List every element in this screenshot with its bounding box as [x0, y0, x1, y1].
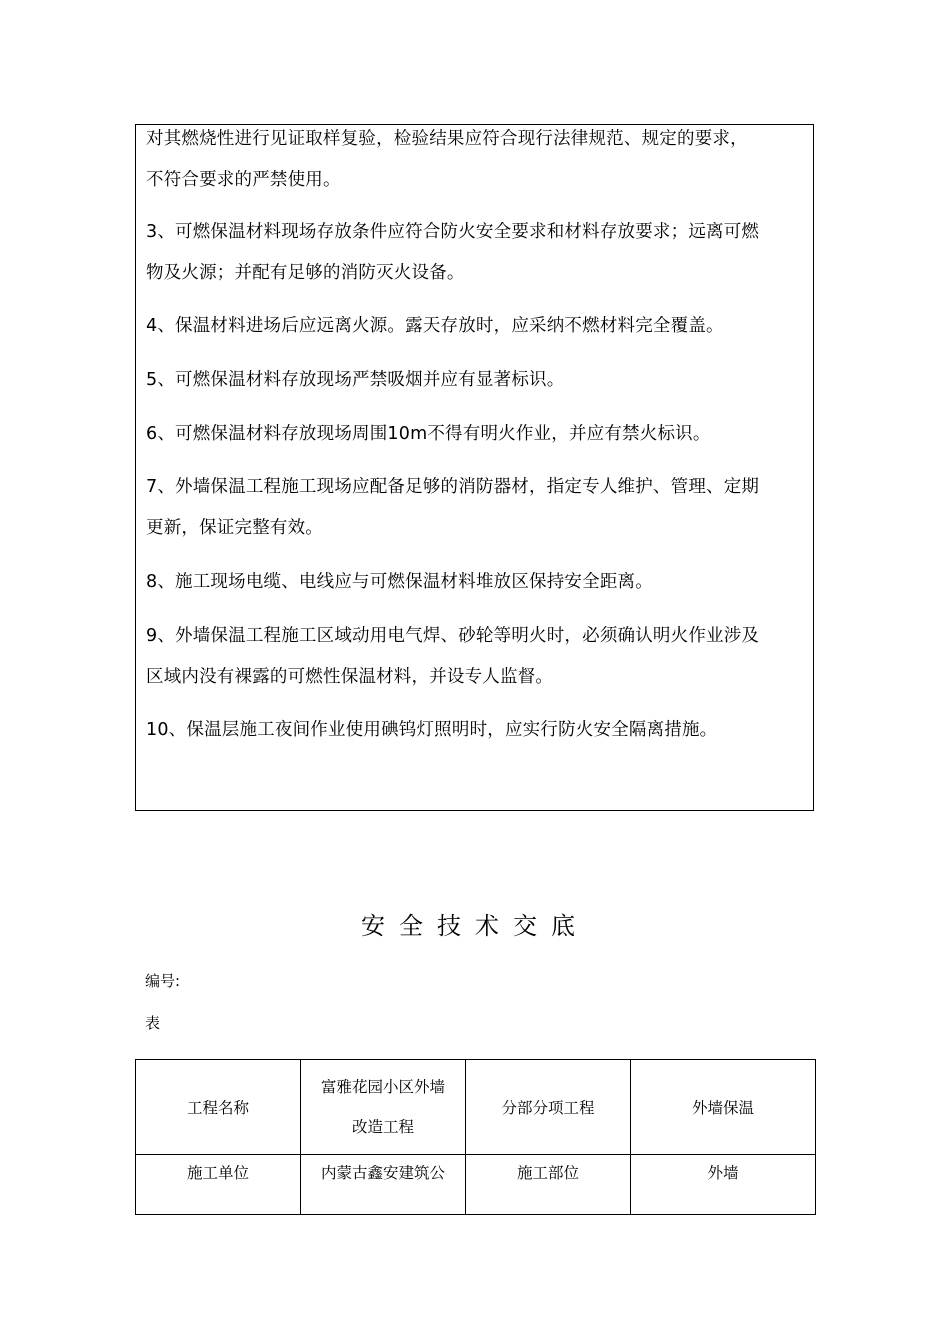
project-name-label-cell — [136, 1060, 301, 1155]
construction-part-label-cell — [466, 1155, 631, 1215]
section-title: 安全技术交底 — [361, 912, 589, 940]
paragraph-line: 3、可燃保温材料现场存放条件应符合防火安全要求和材料存放要求；远离可燃 — [146, 222, 760, 242]
construction-part-value: 外墙 — [707, 1164, 739, 1182]
construction-unit-value-cell — [301, 1155, 466, 1215]
paragraph-line: 7、外墙保温工程施工现场应配备足够的消防器材，指定专人维护、管理、定期 — [146, 477, 760, 497]
project-name-line1: 富雅花园小区外墙 — [320, 1078, 445, 1096]
construction-unit-value: 内蒙古鑫安建筑公 — [320, 1164, 445, 1182]
table-label: 表 — [145, 1014, 161, 1032]
number-label: 编号: — [145, 972, 181, 990]
table-row — [136, 1155, 816, 1215]
paragraph-line: 9、外墙保温工程施工区域动用电气焊、砂轮等明火时，必须确认明火作业涉及 — [146, 626, 760, 646]
paragraph-line: 4、保温材料进场后应远离火源。露天存放时，应采纳不燃材料完全覆盖。 — [146, 316, 724, 336]
construction-unit-label-cell — [136, 1155, 301, 1215]
paragraph-line: 5、可燃保温材料存放现场严禁吸烟并应有显著标识。 — [146, 370, 565, 390]
construction-part-label: 施工部位 — [516, 1164, 579, 1182]
paragraph-line: 物及火源；并配有足够的消防灭火设备。 — [146, 263, 465, 283]
project-info-table — [135, 1059, 816, 1215]
sub-project-value: 外墙保温 — [691, 1099, 754, 1117]
project-name-value-cell — [301, 1060, 466, 1155]
project-name-line2: 改造工程 — [351, 1118, 414, 1136]
sub-project-label-cell — [466, 1060, 631, 1155]
paragraph-line: 更新，保证完整有效。 — [146, 518, 323, 538]
construction-unit-label: 施工单位 — [186, 1164, 249, 1182]
content-box — [135, 124, 814, 811]
paragraph-line: 对其燃烧性进行见证取样复验，检验结果应符合现行法律规范、规定的要求， — [146, 129, 748, 149]
paragraph-line: 8、施工现场电缆、电线应与可燃保温材料堆放区保持安全距离。 — [146, 572, 653, 592]
sub-project-label: 分部分项工程 — [501, 1099, 595, 1117]
paragraph-line: 不符合要求的严禁使用。 — [146, 170, 341, 190]
sub-project-value-cell — [631, 1060, 816, 1155]
paragraph-line: 区域内没有裸露的可燃性保温材料，并设专人监督。 — [146, 667, 554, 687]
table-row — [136, 1060, 816, 1155]
construction-part-value-cell — [631, 1155, 816, 1215]
paragraph-line: 6、可燃保温材料存放现场周围10m不得有明火作业，并应有禁火标识。 — [146, 424, 711, 444]
paragraph-line: 10、保温层施工夜间作业使用碘钨灯照明时，应实行防火安全隔离措施。 — [146, 720, 718, 740]
project-name-label: 工程名称 — [186, 1099, 249, 1117]
